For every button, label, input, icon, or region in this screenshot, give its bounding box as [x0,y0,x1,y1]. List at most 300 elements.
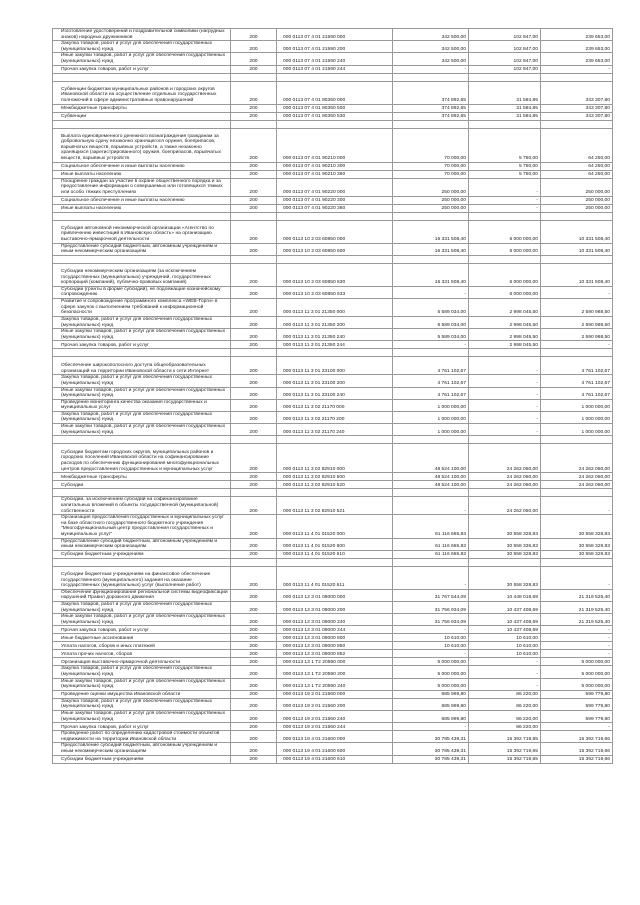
row-kbk-cell: 000 0113 11 3 01 23100 000 [277,357,393,375]
row-approved-cell: - [393,626,469,634]
table-row [53,481,613,489]
row-code-cell: 200 [231,196,277,204]
row-code-cell: 200 [231,515,277,538]
row-name-cell: Проведение оценки имущества Ивановской области [53,690,231,698]
row-approved-cell: 342 500,00 [393,53,469,65]
row-executed-cell: - [469,178,541,196]
row-code-cell: 200 [231,329,277,341]
row-code-cell: 200 [231,81,277,104]
row-kbk-cell: 000 0113 10 2 03 60850 630 [277,263,393,286]
row-approved-cell: 250 000,00 [393,178,469,196]
row-unexecuted-cell: 599 779,80 [541,710,613,722]
row-unexecuted-cell: - [541,65,613,73]
row-executed-cell: - [469,196,541,204]
spacer-cell [393,73,469,81]
row-code-cell: 200 [231,178,277,196]
row-name-cell: Субсидии некоммерческим организациям (за исключением государственных (муниципальных) учреждений, государственных корпораций (компаний), публично-правовых компаний) [53,263,231,286]
row-name-cell: Закупка товаров, работ и услуг для обеспечения государственных (муниципальных) нужд [53,666,231,678]
table-row-spacer [53,120,613,128]
row-executed-cell: 102 847,00 [469,53,541,65]
table-row [53,614,613,626]
row-approved-cell: 1 000 000,00 [393,411,469,423]
table-row [53,387,613,399]
row-kbk-cell: 000 0113 12 3 01 09000 850 [277,642,393,650]
table-row [53,589,613,601]
row-code-cell: 200 [231,286,277,298]
table-row-spacer [53,436,613,444]
row-name-cell: Поощрение граждан за участие в охране общественного порядка и за предоставление информации о совершаемых или готовящихся тяжких или особо тяжких преступлениях [53,178,231,196]
spacer-cell [231,73,277,81]
row-kbk-cell: 000 0113 12 3 01 09000 240 [277,614,393,626]
row-unexecuted-cell: 15 392 719,66 [541,755,613,763]
row-name-cell: Субсидии бюджетным учреждениям [53,755,231,763]
row-code-cell: 200 [231,444,277,473]
row-executed-cell: 10 610,00 [469,634,541,642]
row-kbk-cell: 000 0113 11 3 02 82910 520 [277,481,393,489]
row-kbk-cell: 000 0113 19 4 01 21600 610 [277,755,393,763]
row-unexecuted-cell: 64 250,00 [541,162,613,170]
row-approved-cell: 685 999,80 [393,698,469,710]
row-unexecuted-cell: 2 590 988,50 [541,316,613,328]
row-code-cell: 200 [231,650,277,658]
row-kbk-cell: 000 0113 11 3 02 21170 200 [277,411,393,423]
spacer-cell [231,120,277,128]
row-kbk-cell: 000 0113 07 4 01 21590 000 [277,29,393,41]
row-kbk-cell: 000 0113 07 4 01 80350 000 [277,81,393,104]
row-code-cell: 200 [231,678,277,690]
row-code-cell: 200 [231,29,277,41]
spacer-cell [393,489,469,497]
table-body [53,29,613,764]
row-unexecuted-cell: - [541,634,613,642]
row-unexecuted-cell: 343 307,80 [541,112,613,120]
row-kbk-cell: 000 0113 11 4 01 01520 000 [277,515,393,538]
row-kbk-cell: 000 0113 10 2 03 60850 633 [277,286,393,298]
spacer-cell [231,255,277,263]
row-code-cell: 200 [231,53,277,65]
table-row [53,411,613,423]
row-unexecuted-cell: 10 331 508,40 [541,243,613,255]
row-kbk-cell: 000 0113 19 4 01 21600 000 [277,731,393,743]
row-kbk-cell: 000 0113 11 3 01 21350 244 [277,341,393,349]
row-kbk-cell: 000 0113 11 3 02 21170 240 [277,424,393,436]
table-row [53,298,613,316]
row-executed-cell: 31 584,85 [469,112,541,120]
table-row [53,566,613,589]
spacer-cell [277,212,393,220]
row-code-cell: 200 [231,589,277,601]
row-kbk-cell: 000 0113 07 4 01 80350 500 [277,104,393,112]
row-unexecuted-cell: 1 000 000,00 [541,411,613,423]
spacer-cell [277,558,393,566]
row-approved-cell: 374 892,65 [393,104,469,112]
table-row [53,634,613,642]
row-code-cell: 200 [231,473,277,481]
row-kbk-cell: 000 0113 10 2 03 60850 000 [277,220,393,243]
row-kbk-cell: 000 0113 11 4 01 01520 600 [277,538,393,550]
table-row [53,243,613,255]
row-name-cell: Обеспечение широкополосного доступа общеобразовательных организаций на территории Ивановской области к сети Интернет [53,357,231,375]
row-kbk-cell: 000 0113 12 3 01 09000 000 [277,589,393,601]
row-kbk-cell: 000 0113 11 3 01 23100 240 [277,387,393,399]
row-name-cell: Проведение работ по определению кадастровой стоимости объектов недвижимости на территории Ивановской области [53,731,231,743]
row-kbk-cell: 000 0113 12 3 01 09000 800 [277,634,393,642]
table-row [53,375,613,387]
row-name-cell: Изготовление удостоверений и поздравительной символики (нагрудных знаков) народных дружинников [53,29,231,41]
row-name-cell: Прочая закупка товаров, работ и услуг [53,341,231,349]
row-kbk-cell: 000 0113 07 4 01 90220 300 [277,196,393,204]
row-code-cell: 200 [231,666,277,678]
row-unexecuted-cell: 239 653,00 [541,29,613,41]
row-kbk-cell: 000 0113 12 3 01 09000 852 [277,650,393,658]
row-kbk-cell: 000 0113 07 4 01 90210 000 [277,128,393,162]
row-unexecuted-cell: 10 331 508,40 [541,220,613,243]
row-executed-cell: 24 262 050,00 [469,497,541,515]
row-name-cell: Закупка товаров, работ и услуг для обеспечения государственных (муниципальных) нужд [53,411,231,423]
row-executed-cell: 10 437 408,69 [469,626,541,634]
row-kbk-cell: 000 0113 13 1 T2 20590 000 [277,658,393,666]
row-unexecuted-cell: 239 653,00 [541,53,613,65]
row-kbk-cell: 000 0113 12 3 01 09000 244 [277,626,393,634]
row-code-cell: 200 [231,341,277,349]
table-row [53,642,613,650]
spacer-cell [231,436,277,444]
row-kbk-cell: 000 0113 19 4 01 21600 600 [277,743,393,755]
table-row [53,690,613,698]
spacer-cell [393,436,469,444]
row-executed-cell: - [469,424,541,436]
row-kbk-cell: 000 0113 13 1 T2 20590 240 [277,678,393,690]
row-name-cell: Субсидии бюджетным учреждениям [53,550,231,558]
row-kbk-cell: 000 0113 07 4 01 21590 244 [277,65,393,73]
row-unexecuted-cell: - [541,723,613,731]
row-name-cell: Закупка товаров, работ и услуг для обеспечения государственных (муниципальных) нужд [53,41,231,53]
row-executed-cell: 2 998 045,50 [469,341,541,349]
row-code-cell: 200 [231,634,277,642]
row-executed-cell: 15 392 719,65 [469,755,541,763]
table-row-spacer [53,349,613,357]
spacer-cell [231,349,277,357]
spacer-cell [469,349,541,357]
table-row [53,626,613,634]
row-executed-cell: 30 558 336,83 [469,538,541,550]
row-kbk-cell: 000 0113 11 3 02 21170 000 [277,399,393,411]
table-row [53,550,613,558]
row-code-cell: 200 [231,220,277,243]
row-unexecuted-cell: 24 262 050,00 [541,481,613,489]
row-executed-cell: 2 998 045,50 [469,316,541,328]
spacer-cell [469,255,541,263]
row-unexecuted-cell: - [541,642,613,650]
table-row [53,112,613,120]
row-unexecuted-cell: - [541,497,613,515]
table-row [53,81,613,104]
row-name-cell: Иные выплаты населению [53,204,231,212]
row-executed-cell: 86 220,00 [469,698,541,710]
row-kbk-cell: 000 0113 11 3 01 21350 200 [277,316,393,328]
row-executed-cell: 86 220,00 [469,690,541,698]
table-row-spacer [53,489,613,497]
row-kbk-cell: 000 0113 12 3 01 09000 200 [277,602,393,614]
row-code-cell: 200 [231,723,277,731]
row-code-cell: 200 [231,731,277,743]
row-unexecuted-cell: 1 000 000,00 [541,399,613,411]
row-approved-cell: 48 524 100,00 [393,481,469,489]
table-row [53,162,613,170]
row-approved-cell: - [393,650,469,658]
row-unexecuted-cell: - [541,341,613,349]
row-approved-cell: 10 610,00 [393,634,469,642]
row-name-cell: Субвенции бюджетам муниципальных районов и городских округов Ивановской области на осуществление отдельных государственных полномочий в сфере административных правонарушений [53,81,231,104]
table-row [53,316,613,328]
spacer-cell [541,349,613,357]
row-executed-cell: 24 262 050,00 [469,444,541,473]
spacer-cell [393,349,469,357]
row-executed-cell: 102 847,00 [469,41,541,53]
row-name-cell: Проведение мониторинга качества оказания государственных и муниципальных услуг [53,399,231,411]
table-row [53,204,613,212]
row-code-cell: 200 [231,162,277,170]
row-code-cell: 200 [231,128,277,162]
row-executed-cell: 6 000 000,00 [469,243,541,255]
row-approved-cell: 48 524 100,00 [393,473,469,481]
row-kbk-cell: 000 0113 11 4 01 01520 611 [277,566,393,589]
row-approved-cell: 31 756 934,09 [393,614,469,626]
row-name-cell: Иные закупки товаров, работ и услуг для обеспечения государственных (муниципальных) нужд [53,387,231,399]
row-unexecuted-cell: 15 392 719,66 [541,743,613,755]
row-executed-cell: 102 847,00 [469,65,541,73]
row-code-cell: 200 [231,658,277,666]
row-name-cell: Субсидии [53,481,231,489]
row-executed-cell: 6 000 000,00 [469,263,541,286]
row-executed-cell: 31 584,85 [469,104,541,112]
table-row [53,220,613,243]
row-code-cell: 200 [231,387,277,399]
spacer-cell [469,212,541,220]
row-approved-cell: - [393,566,469,589]
row-executed-cell: 5 750,00 [469,162,541,170]
row-name-cell: Субсидии, за исключением субсидий на софинансирование капитальных вложений в объекты государственной (муниципальной) собственности [53,497,231,515]
row-kbk-cell: 000 0113 11 3 02 82910 500 [277,473,393,481]
table-row [53,170,613,178]
table-row [53,357,613,375]
spacer-cell [277,73,393,81]
row-kbk-cell: 000 0113 11 3 01 21350 000 [277,298,393,316]
row-unexecuted-cell: 5 000 000,00 [541,666,613,678]
row-code-cell: 200 [231,399,277,411]
row-approved-cell: 685 999,80 [393,690,469,698]
row-unexecuted-cell: 2 590 988,50 [541,298,613,316]
spacer-cell [541,212,613,220]
row-name-cell: Межбюджетные трансферты [53,104,231,112]
row-code-cell: 200 [231,755,277,763]
row-approved-cell: 16 331 508,40 [393,263,469,286]
row-name-cell: Предоставление субсидий бюджетным, автономным учреждениям и иным некоммерческим организациям [53,743,231,755]
row-approved-cell: 16 331 508,40 [393,220,469,243]
row-unexecuted-cell: 15 392 719,66 [541,731,613,743]
spacer-cell [277,349,393,357]
row-approved-cell: 1 000 000,00 [393,424,469,436]
row-name-cell: Иные закупки товаров, работ и услуг для обеспечения государственных (муниципальных) нужд [53,678,231,690]
row-unexecuted-cell: 21 319 525,40 [541,614,613,626]
row-name-cell: Иные закупки товаров, работ и услуг для обеспечения государственных (муниципальных) нужд [53,329,231,341]
row-executed-cell: - [469,375,541,387]
table-row [53,53,613,65]
row-approved-cell: - [393,65,469,73]
table-row [53,602,613,614]
row-code-cell: 200 [231,424,277,436]
spacer-cell [277,436,393,444]
spacer-cell [469,436,541,444]
row-executed-cell: 30 558 328,83 [469,566,541,589]
row-approved-cell: 1 000 000,00 [393,399,469,411]
row-code-cell: 200 [231,626,277,634]
row-executed-cell: 2 998 045,50 [469,329,541,341]
row-kbk-cell: 000 0113 13 1 T2 20590 200 [277,666,393,678]
row-kbk-cell: 000 0113 19 2 01 21560 244 [277,723,393,731]
row-unexecuted-cell: 30 558 329,83 [541,538,613,550]
row-code-cell: 200 [231,411,277,423]
row-executed-cell: 30 558 328,83 [469,550,541,558]
row-executed-cell: - [469,678,541,690]
table-row [53,329,613,341]
row-executed-cell: 15 392 719,65 [469,731,541,743]
row-name-cell: Субсидии бюджетам городских округов, муниципальных районов и городских поселений Ивановской области на софинансирование расходов по обеспечению функционирования многофункциональных центров предоставления государственных и муниципальных услуг [53,444,231,473]
spacer-cell [53,120,231,128]
row-approved-cell: 48 524 100,00 [393,444,469,473]
row-code-cell: 200 [231,65,277,73]
row-name-cell: Организация предоставления государственных и муниципальных услуг на базе областного государственного бюджетного учреждения "Многофункциональный центр предоставления государственных и муниципальных услуг" [53,515,231,538]
table-row-spacer [53,73,613,81]
table-row [53,678,613,690]
row-executed-cell: - [469,411,541,423]
row-kbk-cell: 000 0113 19 2 01 21560 200 [277,698,393,710]
row-kbk-cell: 000 0113 10 2 03 60850 600 [277,243,393,255]
row-executed-cell: 6 000 000,00 [469,286,541,298]
row-unexecuted-cell: 4 761 102,67 [541,375,613,387]
row-unexecuted-cell: 599 779,80 [541,690,613,698]
row-approved-cell: - [393,497,469,515]
row-approved-cell: 30 785 439,31 [393,755,469,763]
row-kbk-cell: 000 0113 07 4 01 90210 360 [277,170,393,178]
table-row [53,658,613,666]
table-row [53,41,613,53]
row-name-cell: Иные выплаты населению [53,170,231,178]
spacer-cell [393,255,469,263]
row-executed-cell: 24 262 050,00 [469,473,541,481]
row-approved-cell: 16 331 508,40 [393,243,469,255]
table-row [53,104,613,112]
row-name-cell: Прочая закупка товаров, работ и услуг [53,723,231,731]
table-row [53,65,613,73]
row-approved-cell: 4 761 102,67 [393,387,469,399]
row-unexecuted-cell: 4 761 102,67 [541,357,613,375]
spacer-cell [53,436,231,444]
row-name-cell: Закупка товаров, работ и услуг для обеспечения государственных (муниципальных) нужд [53,316,231,328]
table-row-spacer [53,255,613,263]
row-executed-cell: - [469,204,541,212]
row-unexecuted-cell: 4 761 102,67 [541,387,613,399]
spacer-cell [53,212,231,220]
row-name-cell: Субвенции [53,112,231,120]
row-approved-cell: 30 785 439,31 [393,743,469,755]
row-approved-cell: 31 767 544,09 [393,589,469,601]
row-name-cell: Социальное обеспечение и иные выплаты населению [53,162,231,170]
row-code-cell: 200 [231,614,277,626]
row-kbk-cell: 000 0113 07 4 01 21590 200 [277,41,393,53]
spacer-cell [53,558,231,566]
row-executed-cell: 2 998 045,50 [469,298,541,316]
row-kbk-cell: 000 0113 11 3 02 82910 000 [277,444,393,473]
row-code-cell: 200 [231,698,277,710]
row-executed-cell: 5 750,00 [469,170,541,178]
row-name-cell: Субсидии (гранты в форме субсидий), не подлежащие казначейскому сопровождению [53,286,231,298]
row-code-cell: 200 [231,481,277,489]
row-kbk-cell: 000 0113 11 3 02 82910 521 [277,497,393,515]
row-executed-cell: 10 610,00 [469,650,541,658]
table-row [53,538,613,550]
row-name-cell: Уплата налогов, сборов и иных платежей [53,642,231,650]
table-row [53,196,613,204]
table-row [53,710,613,722]
row-approved-cell: 31 756 934,09 [393,602,469,614]
row-name-cell: Уплата прочих налогов, сборов [53,650,231,658]
spacer-cell [541,489,613,497]
row-executed-cell: 15 392 719,65 [469,743,541,755]
row-unexecuted-cell: 250 000,00 [541,178,613,196]
row-unexecuted-cell: 2 590 988,50 [541,329,613,341]
row-code-cell: 200 [231,566,277,589]
row-executed-cell: 6 000 000,00 [469,220,541,243]
row-approved-cell: 4 761 102,67 [393,357,469,375]
row-unexecuted-cell: 5 000 000,00 [541,658,613,666]
row-approved-cell: 61 116 665,83 [393,550,469,558]
spacer-cell [277,489,393,497]
table-row [53,755,613,763]
row-code-cell: 200 [231,710,277,722]
row-kbk-cell: 000 0113 07 4 01 21590 240 [277,53,393,65]
row-name-cell: Организация выставочно-ярмарочной деятельности [53,658,231,666]
row-executed-cell: - [469,666,541,678]
row-approved-cell: 70 000,00 [393,162,469,170]
row-executed-cell: 30 558 328,83 [469,515,541,538]
row-unexecuted-cell: 599 779,80 [541,698,613,710]
spacer-cell [231,212,277,220]
spacer-cell [53,255,231,263]
row-executed-cell: 24 262 050,00 [469,481,541,489]
row-code-cell: 200 [231,298,277,316]
row-code-cell: 200 [231,550,277,558]
row-approved-cell: 4 761 102,67 [393,375,469,387]
row-approved-cell: 5 000 000,00 [393,678,469,690]
row-approved-cell: 5 000 000,00 [393,666,469,678]
row-name-cell: Выплата единовременного денежного вознаграждения гражданам за добровольную сдачу незаконно хранящегося оружия, боеприпасов, взрывчатых веществ, взрывных устройств, а также незаконно хранящихся (зарегистрированного) оружия, боеприпасов, взрывчатых веществ, взрывных устройств [53,128,231,162]
row-name-cell: Иные закупки товаров, работ и услуг для обеспечения государственных (муниципальных) нужд [53,424,231,436]
row-unexecuted-cell: 21 319 525,40 [541,589,613,601]
row-name-cell: Предоставление субсидий бюджетным, автономным учреждениям и иным некоммерческим организациям [53,243,231,255]
row-name-cell: Субсидия автономной некоммерческой организации «Агентство по привлечению инвестиций в Ивановскую область» на организацию выставочно-ярмарочной деятельности [53,220,231,243]
row-unexecuted-cell: 10 331 508,40 [541,263,613,286]
row-code-cell: 200 [231,243,277,255]
row-name-cell: Иные закупки товаров, работ и услуг для обеспечения государственных (муниципальных) нужд [53,53,231,65]
row-unexecuted-cell: 1 000 000,00 [541,424,613,436]
table-row-spacer [53,212,613,220]
row-code-cell: 200 [231,497,277,515]
row-approved-cell: 250 000,00 [393,196,469,204]
row-executed-cell: - [469,387,541,399]
table-row [53,286,613,298]
row-executed-cell: 31 584,85 [469,81,541,104]
